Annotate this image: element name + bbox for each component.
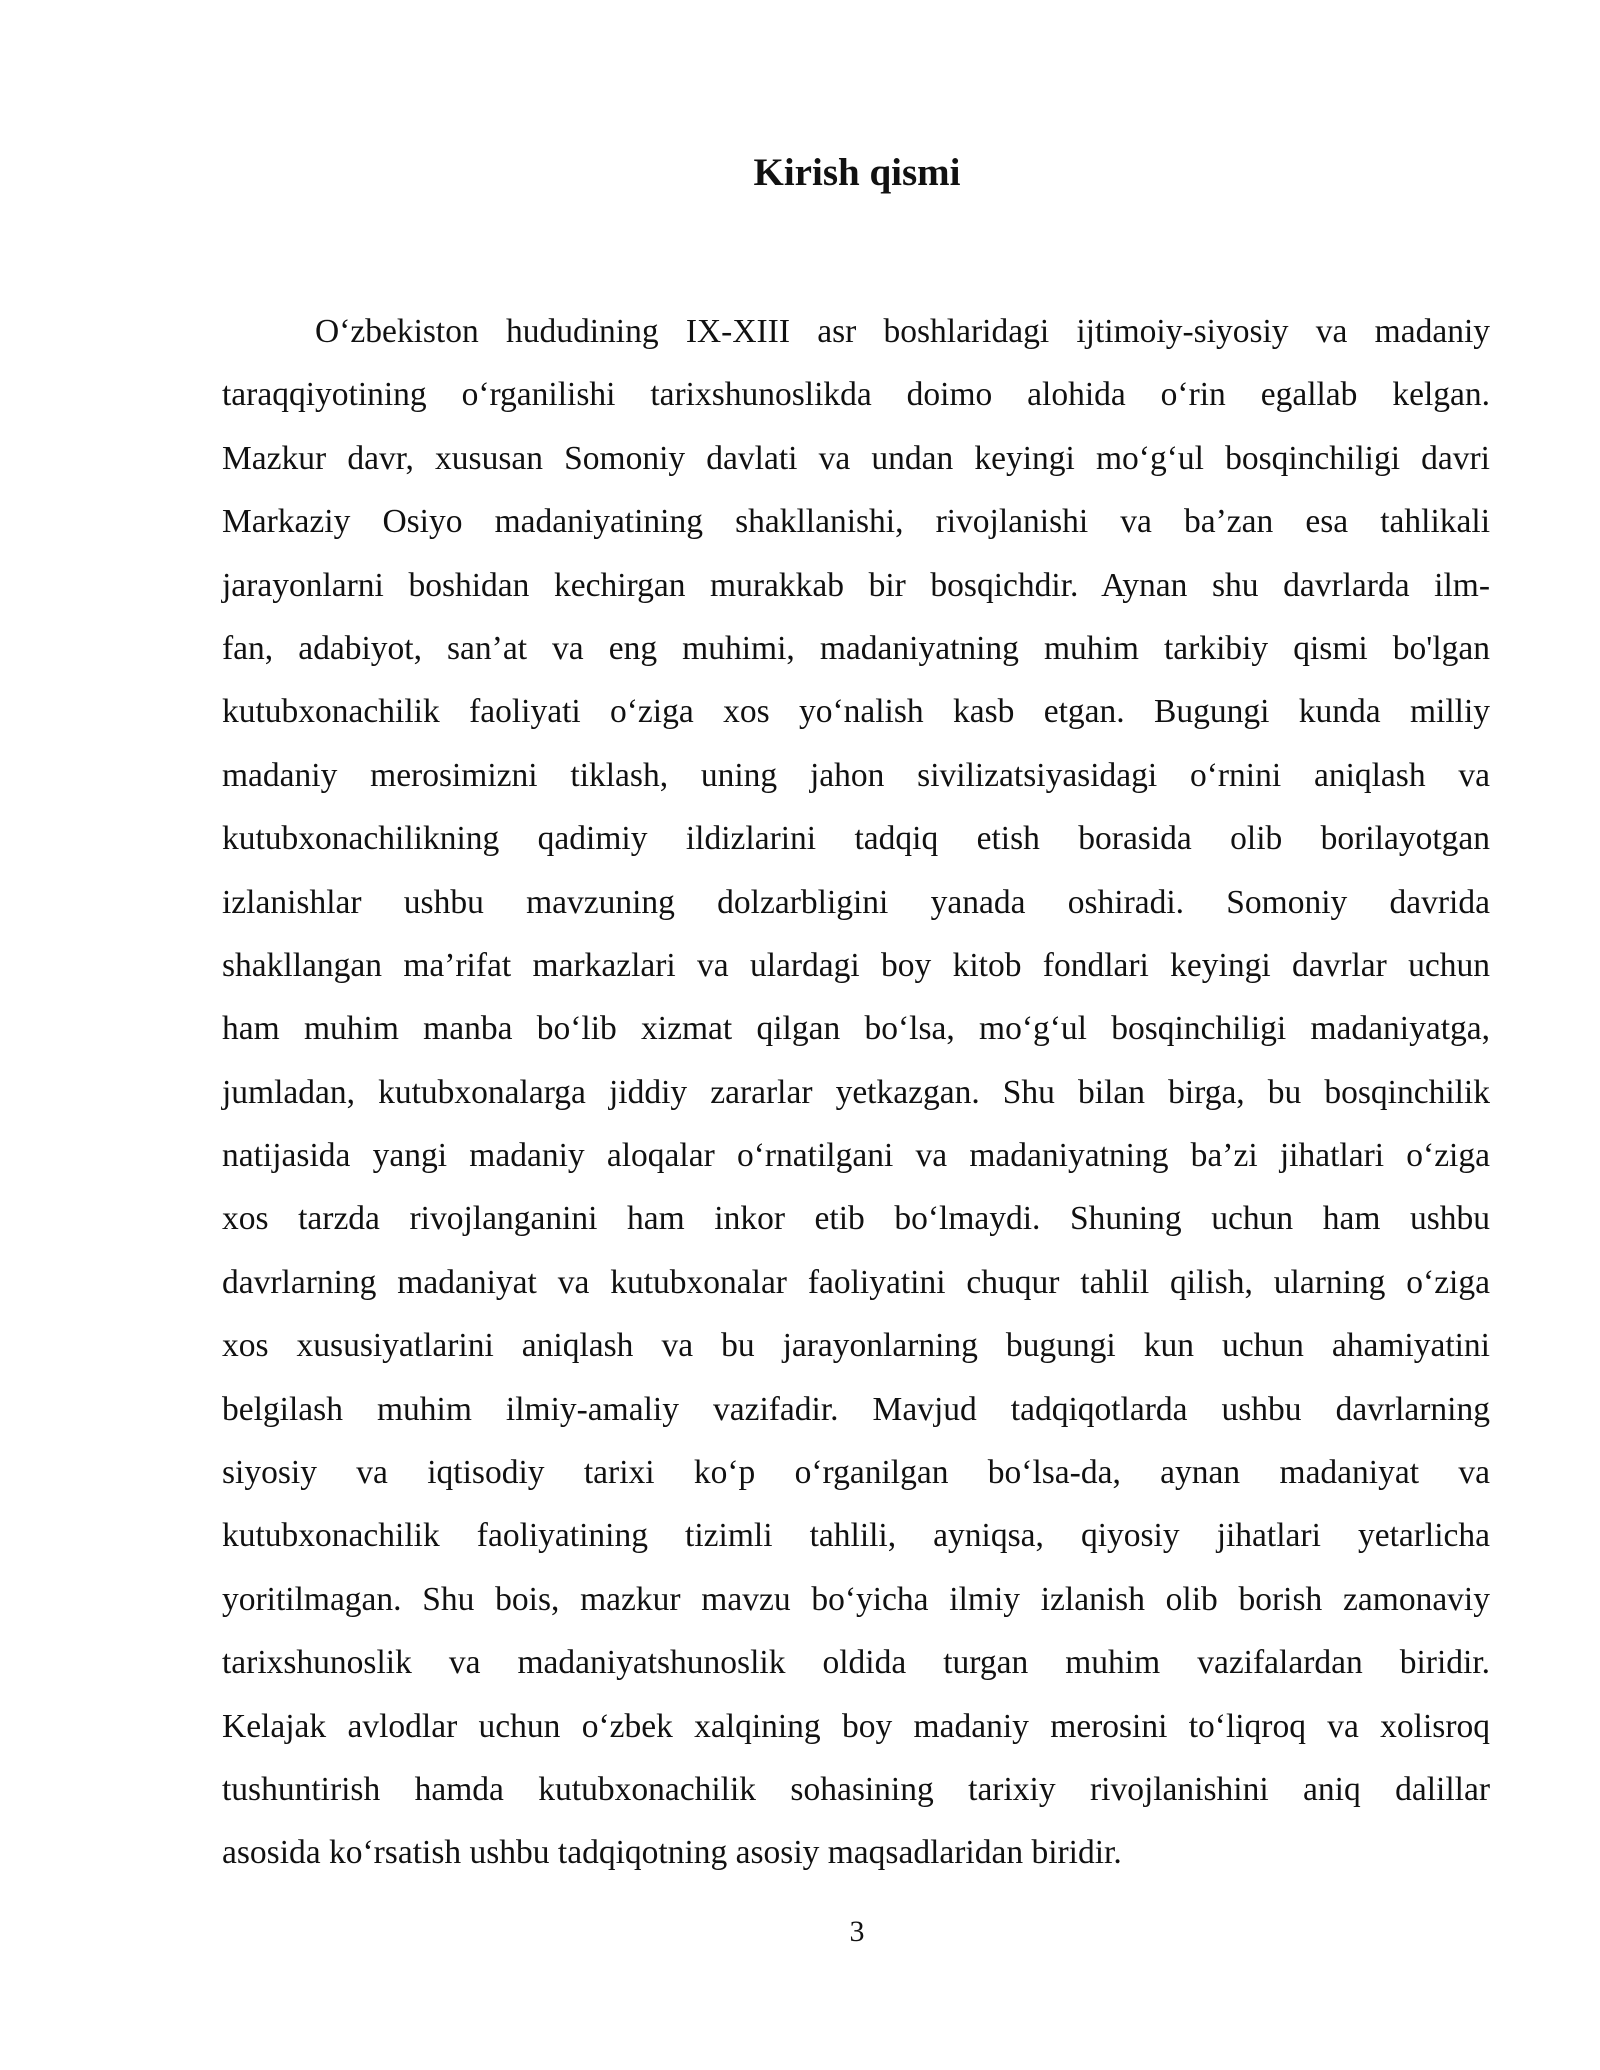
text-line: taraqqiyotining o‘rganilishi tarixshunoslikda doimo alohida o‘rin egallab kelgan. xyxy=(222,376,1490,414)
text-line: ham muhim manba bo‘lib xizmat qilgan bo‘lsa, mo‘g‘ul bosqinchiligi madaniyatga, xyxy=(222,1010,1490,1048)
text-line: madaniy merosimizni tiklash, uning jahon sivilizatsiyasidagi o‘rnini aniqlash va xyxy=(222,756,1490,794)
text-line: xos xususiyatlarini aniqlash va bu jarayonlarning bugungi kun uchun ahamiyatini xyxy=(222,1327,1490,1365)
text-line: shakllangan ma’rifat markazlari va ulardagi boy kitob fondlari keyingi davrlar uchun xyxy=(222,946,1490,984)
text-line: jarayonlarni boshidan kechirgan murakkab bir bosqichdir. Aynan shu davrlarda ilm- xyxy=(222,566,1490,604)
text-line: kutubxonachilik faoliyati o‘ziga xos yo‘nalish kasb etgan. Bugungi kunda milliy xyxy=(222,693,1490,731)
text-line: Kelajak avlodlar uchun o‘zbek xalqining boy madaniy merosini to‘liqroq va xolisroq xyxy=(222,1707,1490,1745)
text-line: yoritilmagan. Shu bois, mazkur mavzu bo‘yicha ilmiy izlanish olib borish zamonaviy xyxy=(222,1580,1490,1618)
text-line: siyosiy va iqtisodiy tarixi ko‘p o‘rganilgan bo‘lsa-da, aynan madaniyat va xyxy=(222,1454,1490,1492)
text-line: fan, adabiyot, san’at va eng muhimi, madaniyatning muhim tarkibiy qismi bo'lgan xyxy=(222,629,1490,667)
text-line: Markaziy Osiyo madaniyatining shakllanishi, rivojlanishi va ba’zan esa tahlikali xyxy=(222,503,1490,541)
text-line: natijasida yangi madaniy aloqalar o‘rnatilgani va madaniyatning ba’zi jihatlari o‘ziga xyxy=(222,1137,1490,1175)
text-line: izlanishlar ushbu mavzuning dolzarbligini yanada oshiradi. Somoniy davrida xyxy=(222,883,1490,921)
text-line: belgilash muhim ilmiy-amaliy vazifadir. Mavjud tadqiqotlarda ushbu davrlarning xyxy=(222,1390,1490,1428)
text-line: tushuntirish hamda kutubxonachilik sohasining tarixiy rivojlanishini aniq dalillar xyxy=(222,1770,1490,1808)
text-line: xos tarzda rivojlanganini ham inkor etib bo‘lmaydi. Shuning uchun ham ushbu xyxy=(222,1200,1490,1238)
body-paragraph xyxy=(222,307,1490,1892)
text-line: kutubxonachilikning qadimiy ildizlarini tadqiq etish borasida olib borilayotgan xyxy=(222,820,1490,858)
text-line: jumladan, kutubxonalarga jiddiy zararlar yetkazgan. Shu bilan birga, bu bosqinchilik xyxy=(222,1073,1490,1111)
text-line: kutubxonachilik faoliyatining tizimli tahlili, ayniqsa, qiyosiy jihatlari yetarlicha xyxy=(222,1517,1490,1555)
section-heading: Kirish qismi xyxy=(753,151,961,194)
text-line: tarixshunoslik va madaniyatshunoslik oldida turgan muhim vazifalardan biridir. xyxy=(222,1644,1490,1682)
text-line: davrlarning madaniyat va kutubxonalar faoliyatini chuqur tahlil qilish, ularning o‘ziga xyxy=(222,1263,1490,1301)
text-line: Mazkur davr, xususan Somoniy davlati va undan keyingi mo‘g‘ul bosqinchiligi davri xyxy=(222,439,1490,477)
page-number: 3 xyxy=(849,1915,865,1948)
text-line: asosida ko‘rsatish ushbu tadqiqotning asosiy maqsadlaridan biridir. xyxy=(222,1834,1122,1872)
text-line: O‘zbekiston hududining IX-XIII asr boshlaridagi ijtimoiy-siyosiy va madaniy xyxy=(315,313,1490,350)
